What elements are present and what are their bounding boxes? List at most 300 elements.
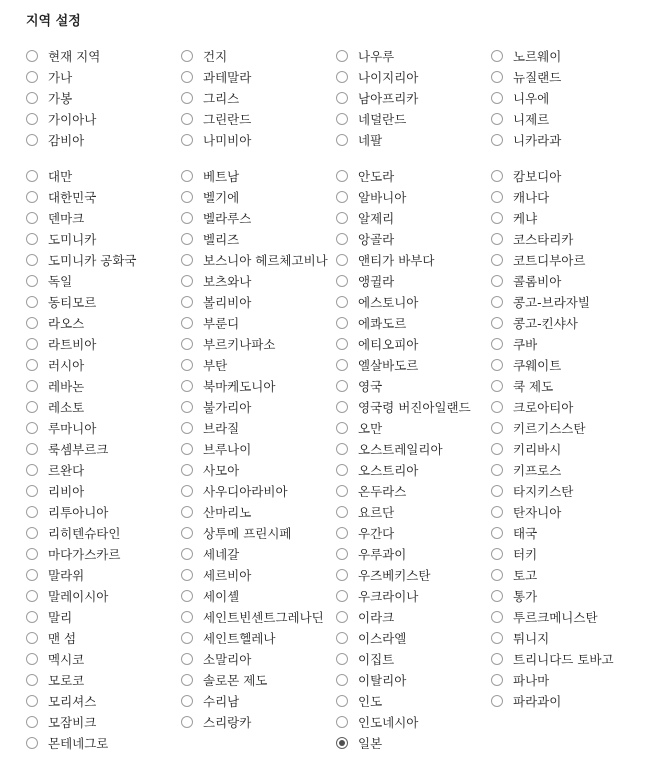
region-option[interactable]	[491, 70, 641, 86]
region-option[interactable]	[181, 337, 331, 353]
region-option-label: 토고	[513, 568, 538, 583]
region-option[interactable]	[336, 274, 486, 290]
region-option-label: 그린란드	[203, 112, 252, 127]
radio-button[interactable]	[181, 113, 193, 125]
radio-button[interactable]	[491, 92, 503, 104]
region-option[interactable]	[181, 91, 331, 107]
radio-button[interactable]	[336, 590, 348, 602]
radio-button[interactable]	[336, 737, 348, 749]
region-option-label: 말리	[48, 610, 73, 625]
radio-button[interactable]	[181, 254, 193, 266]
region-option[interactable]	[336, 316, 486, 332]
radio-button[interactable]	[26, 212, 38, 224]
region-option[interactable]	[336, 190, 486, 206]
radio-button[interactable]	[181, 485, 193, 497]
region-option[interactable]	[181, 463, 331, 479]
region-option[interactable]	[181, 169, 331, 185]
radio-button[interactable]	[491, 134, 503, 146]
radio-button[interactable]	[26, 485, 38, 497]
radio-button[interactable]	[491, 113, 503, 125]
region-option[interactable]	[336, 568, 486, 584]
radio-button[interactable]	[491, 275, 503, 287]
region-option[interactable]	[336, 484, 486, 500]
radio-button[interactable]	[181, 611, 193, 623]
region-option[interactable]	[336, 736, 486, 752]
region-option[interactable]	[491, 652, 641, 668]
region-option[interactable]	[26, 133, 176, 149]
region-option-label: 쿡 제도	[513, 379, 554, 394]
region-option[interactable]	[26, 589, 176, 605]
radio-button[interactable]	[181, 359, 193, 371]
region-option[interactable]	[181, 133, 331, 149]
region-option[interactable]	[336, 379, 486, 395]
radio-button[interactable]	[181, 71, 193, 83]
region-option-label: 우간다	[358, 526, 395, 541]
radio-button[interactable]	[26, 611, 38, 623]
region-option-label: 모잠비크	[48, 715, 97, 730]
region-option-label: 산마리노	[203, 505, 252, 520]
radio-button[interactable]	[336, 170, 348, 182]
region-option-label: 우즈베키스탄	[358, 568, 431, 583]
radio-button[interactable]	[181, 92, 193, 104]
region-option[interactable]	[26, 673, 176, 689]
radio-button[interactable]	[491, 401, 503, 413]
radio-button[interactable]	[491, 653, 503, 665]
radio-button[interactable]	[336, 191, 348, 203]
region-option[interactable]	[26, 112, 176, 128]
region-option-label: 부르키나파소	[203, 337, 276, 352]
region-option[interactable]	[181, 421, 331, 437]
radio-button[interactable]	[181, 695, 193, 707]
radio-button[interactable]	[336, 485, 348, 497]
radio-button[interactable]	[491, 212, 503, 224]
region-option[interactable]	[336, 631, 486, 647]
region-option[interactable]	[336, 358, 486, 374]
region-option[interactable]	[491, 610, 641, 626]
radio-button[interactable]	[336, 632, 348, 644]
radio-button[interactable]	[181, 296, 193, 308]
region-option[interactable]	[26, 211, 176, 227]
radio-button[interactable]	[26, 50, 38, 62]
region-option-label: 세네갈	[203, 547, 240, 562]
radio-button[interactable]	[491, 380, 503, 392]
region-option[interactable]	[181, 295, 331, 311]
region-option[interactable]	[491, 526, 641, 542]
radio-button[interactable]	[181, 527, 193, 539]
region-option-label: 니우에	[513, 91, 550, 106]
radio-button[interactable]	[491, 233, 503, 245]
radio-button[interactable]	[491, 191, 503, 203]
region-option-label: 사우디아라비아	[203, 484, 288, 499]
radio-button[interactable]	[181, 422, 193, 434]
region-option[interactable]	[491, 421, 641, 437]
region-option[interactable]	[26, 463, 176, 479]
region-option[interactable]	[26, 379, 176, 395]
radio-button[interactable]	[26, 401, 38, 413]
radio-button[interactable]	[26, 338, 38, 350]
region-option-label: 에티오피아	[358, 337, 419, 352]
radio-button[interactable]	[26, 191, 38, 203]
region-option[interactable]	[336, 253, 486, 269]
radio-button[interactable]	[26, 548, 38, 560]
region-option[interactable]	[181, 568, 331, 584]
region-option[interactable]	[26, 484, 176, 500]
radio-button[interactable]	[336, 716, 348, 728]
radio-button[interactable]	[336, 506, 348, 518]
radio-button[interactable]	[181, 191, 193, 203]
radio-button[interactable]	[491, 296, 503, 308]
region-option[interactable]	[336, 211, 486, 227]
radio-button[interactable]	[491, 695, 503, 707]
region-option[interactable]	[181, 112, 331, 128]
region-option[interactable]	[181, 526, 331, 542]
radio-button[interactable]	[26, 737, 38, 749]
region-option[interactable]	[26, 316, 176, 332]
region-option[interactable]	[181, 379, 331, 395]
radio-button[interactable]	[181, 50, 193, 62]
radio-button[interactable]	[336, 254, 348, 266]
region-option[interactable]	[336, 232, 486, 248]
region-option-label: 스리랑카	[203, 715, 252, 730]
radio-button[interactable]	[491, 527, 503, 539]
radio-button[interactable]	[26, 170, 38, 182]
region-option-label: 건지	[203, 49, 228, 64]
radio-button[interactable]	[336, 317, 348, 329]
region-option[interactable]	[181, 610, 331, 626]
region-option-label: 리투아니아	[48, 505, 109, 520]
region-option[interactable]	[26, 49, 176, 65]
region-option[interactable]	[181, 484, 331, 500]
radio-button[interactable]	[336, 653, 348, 665]
radio-button[interactable]	[181, 632, 193, 644]
region-option[interactable]	[26, 694, 176, 710]
radio-button[interactable]	[491, 632, 503, 644]
radio-button[interactable]	[336, 233, 348, 245]
region-option[interactable]	[491, 91, 641, 107]
region-option[interactable]	[26, 232, 176, 248]
radio-button[interactable]	[26, 464, 38, 476]
region-option[interactable]	[181, 211, 331, 227]
region-option[interactable]	[181, 358, 331, 374]
region-option[interactable]	[336, 505, 486, 521]
region-option[interactable]	[26, 610, 176, 626]
region-option[interactable]	[26, 526, 176, 542]
region-option[interactable]	[26, 400, 176, 416]
radio-button[interactable]	[336, 359, 348, 371]
region-option[interactable]	[181, 190, 331, 206]
radio-button[interactable]	[336, 275, 348, 287]
radio-button[interactable]	[336, 71, 348, 83]
region-option[interactable]	[491, 295, 641, 311]
region-option[interactable]	[181, 589, 331, 605]
region-option[interactable]	[491, 400, 641, 416]
radio-button[interactable]	[491, 50, 503, 62]
radio-button[interactable]	[26, 317, 38, 329]
region-option[interactable]	[26, 505, 176, 521]
region-option-label: 동티모르	[48, 295, 97, 310]
radio-button[interactable]	[26, 569, 38, 581]
region-option[interactable]	[181, 505, 331, 521]
radio-button[interactable]	[491, 170, 503, 182]
radio-button[interactable]	[181, 653, 193, 665]
region-option-label: 솔로몬 제도	[203, 673, 268, 688]
region-option[interactable]	[491, 337, 641, 353]
radio-button[interactable]	[181, 338, 193, 350]
region-option[interactable]	[336, 112, 486, 128]
radio-button[interactable]	[336, 548, 348, 560]
radio-button[interactable]	[26, 71, 38, 83]
region-option[interactable]	[26, 421, 176, 437]
region-option[interactable]	[26, 190, 176, 206]
radio-button[interactable]	[336, 401, 348, 413]
region-option[interactable]	[491, 442, 641, 458]
region-option-label: 도미니카	[48, 232, 97, 247]
region-option[interactable]	[336, 442, 486, 458]
radio-button[interactable]	[181, 548, 193, 560]
radio-button[interactable]	[491, 422, 503, 434]
region-option[interactable]	[491, 169, 641, 185]
radio-button[interactable]	[491, 611, 503, 623]
region-option[interactable]	[181, 316, 331, 332]
region-option[interactable]	[491, 190, 641, 206]
region-option[interactable]	[491, 253, 641, 269]
radio-button[interactable]	[26, 590, 38, 602]
region-option[interactable]	[181, 70, 331, 86]
region-option-label: 브라질	[203, 421, 240, 436]
radio-button[interactable]	[491, 464, 503, 476]
radio-button[interactable]	[336, 338, 348, 350]
region-option[interactable]	[336, 295, 486, 311]
region-option[interactable]	[491, 505, 641, 521]
region-option-label: 감비아	[48, 133, 85, 148]
region-option-label: 트리니다드 토바고	[513, 652, 614, 667]
radio-button[interactable]	[336, 92, 348, 104]
region-option[interactable]	[336, 169, 486, 185]
region-option-label: 튀니지	[513, 631, 550, 646]
radio-button[interactable]	[181, 443, 193, 455]
region-option[interactable]	[491, 112, 641, 128]
region-option[interactable]	[491, 274, 641, 290]
region-option[interactable]	[336, 133, 486, 149]
region-option[interactable]	[26, 169, 176, 185]
radio-button[interactable]	[181, 401, 193, 413]
region-option-label: 니카라과	[513, 133, 562, 148]
radio-button[interactable]	[181, 170, 193, 182]
region-option-label: 도미니카 공화국	[48, 253, 137, 268]
radio-button[interactable]	[336, 134, 348, 146]
radio-button[interactable]	[181, 569, 193, 581]
region-option[interactable]	[26, 442, 176, 458]
region-option[interactable]	[491, 547, 641, 563]
region-option[interactable]	[336, 463, 486, 479]
region-option[interactable]	[181, 715, 331, 731]
radio-button[interactable]	[181, 674, 193, 686]
radio-button[interactable]	[181, 464, 193, 476]
radio-button[interactable]	[26, 716, 38, 728]
region-option[interactable]	[26, 568, 176, 584]
region-option-label: 태국	[513, 526, 538, 541]
region-option[interactable]	[336, 49, 486, 65]
region-option[interactable]	[491, 379, 641, 395]
region-option[interactable]	[336, 673, 486, 689]
region-option[interactable]	[336, 421, 486, 437]
region-option[interactable]	[491, 133, 641, 149]
region-option[interactable]	[26, 631, 176, 647]
radio-button[interactable]	[336, 380, 348, 392]
region-option[interactable]	[26, 715, 176, 731]
region-option[interactable]	[491, 463, 641, 479]
radio-button[interactable]	[336, 674, 348, 686]
region-option[interactable]	[336, 400, 486, 416]
region-option[interactable]	[181, 442, 331, 458]
radio-button[interactable]	[336, 569, 348, 581]
region-option[interactable]	[491, 316, 641, 332]
region-option[interactable]	[181, 253, 331, 269]
radio-button[interactable]	[336, 527, 348, 539]
radio-button[interactable]	[26, 296, 38, 308]
region-option[interactable]	[26, 337, 176, 353]
region-option[interactable]	[336, 337, 486, 353]
radio-button[interactable]	[336, 464, 348, 476]
region-option[interactable]	[491, 232, 641, 248]
radio-button[interactable]	[181, 233, 193, 245]
region-option[interactable]	[491, 49, 641, 65]
region-option[interactable]	[491, 673, 641, 689]
region-option[interactable]	[26, 91, 176, 107]
region-option[interactable]	[336, 694, 486, 710]
region-option[interactable]	[336, 715, 486, 731]
radio-button[interactable]	[181, 275, 193, 287]
region-option[interactable]	[491, 631, 641, 647]
region-option[interactable]	[491, 358, 641, 374]
radio-button[interactable]	[26, 254, 38, 266]
region-option[interactable]	[181, 547, 331, 563]
region-option[interactable]	[26, 652, 176, 668]
radio-button[interactable]	[491, 569, 503, 581]
radio-button[interactable]	[181, 212, 193, 224]
radio-button[interactable]	[26, 506, 38, 518]
radio-button[interactable]	[26, 674, 38, 686]
region-option-label: 키리바시	[513, 442, 562, 457]
region-option[interactable]	[491, 589, 641, 605]
radio-button[interactable]	[491, 338, 503, 350]
radio-button[interactable]	[336, 695, 348, 707]
region-option-label: 대만	[48, 169, 73, 184]
radio-button[interactable]	[491, 317, 503, 329]
region-option[interactable]	[26, 253, 176, 269]
radio-button[interactable]	[181, 506, 193, 518]
region-option[interactable]	[181, 400, 331, 416]
region-option-label: 리비아	[48, 484, 85, 499]
radio-button[interactable]	[336, 50, 348, 62]
region-option[interactable]	[26, 274, 176, 290]
region-option-label: 파나마	[513, 673, 550, 688]
region-option[interactable]	[181, 232, 331, 248]
radio-button[interactable]	[336, 443, 348, 455]
region-option[interactable]	[336, 589, 486, 605]
radio-button[interactable]	[336, 212, 348, 224]
radio-button[interactable]	[491, 71, 503, 83]
region-option-label: 보스니아 헤르체고비나	[203, 253, 328, 268]
radio-button[interactable]	[491, 548, 503, 560]
region-option[interactable]	[181, 652, 331, 668]
radio-button[interactable]	[26, 653, 38, 665]
region-option-label: 이집트	[358, 652, 395, 667]
radio-button[interactable]	[181, 590, 193, 602]
region-option-label: 벨라루스	[203, 211, 252, 226]
radio-button[interactable]	[491, 506, 503, 518]
radio-button[interactable]	[26, 275, 38, 287]
radio-button[interactable]	[26, 443, 38, 455]
radio-button[interactable]	[181, 380, 193, 392]
region-option[interactable]	[181, 631, 331, 647]
radio-button[interactable]	[26, 134, 38, 146]
radio-button[interactable]	[26, 359, 38, 371]
radio-button[interactable]	[26, 632, 38, 644]
radio-button[interactable]	[26, 233, 38, 245]
region-option-label: 파라과이	[513, 694, 562, 709]
region-option[interactable]	[336, 526, 486, 542]
radio-button[interactable]	[491, 485, 503, 497]
region-option[interactable]	[26, 70, 176, 86]
region-option[interactable]	[26, 736, 176, 752]
region-option[interactable]	[181, 673, 331, 689]
region-option[interactable]	[491, 568, 641, 584]
radio-button[interactable]	[26, 527, 38, 539]
radio-button[interactable]	[26, 113, 38, 125]
region-option[interactable]	[181, 49, 331, 65]
radio-button[interactable]	[26, 380, 38, 392]
radio-button[interactable]	[336, 113, 348, 125]
radio-button[interactable]	[336, 296, 348, 308]
radio-button[interactable]	[336, 611, 348, 623]
region-option[interactable]	[336, 610, 486, 626]
region-option[interactable]	[491, 484, 641, 500]
region-option-label: 탄자니아	[513, 505, 562, 520]
region-option-label: 오만	[358, 421, 383, 436]
region-option[interactable]	[26, 547, 176, 563]
region-option[interactable]	[491, 694, 641, 710]
region-option[interactable]	[181, 694, 331, 710]
region-option-label: 인도	[358, 694, 383, 709]
region-option[interactable]	[26, 358, 176, 374]
region-option[interactable]	[336, 652, 486, 668]
region-option[interactable]	[26, 295, 176, 311]
radio-button[interactable]	[491, 443, 503, 455]
radio-button[interactable]	[26, 695, 38, 707]
radio-button[interactable]	[181, 716, 193, 728]
radio-button[interactable]	[181, 317, 193, 329]
radio-button[interactable]	[491, 674, 503, 686]
region-option-label: 이스라엘	[358, 631, 407, 646]
region-option-label: 오스트리아	[358, 463, 419, 478]
region-option[interactable]	[181, 274, 331, 290]
region-option[interactable]	[336, 70, 486, 86]
radio-button[interactable]	[336, 422, 348, 434]
radio-button[interactable]	[26, 92, 38, 104]
region-option[interactable]	[491, 211, 641, 227]
region-option[interactable]	[336, 547, 486, 563]
radio-button[interactable]	[491, 254, 503, 266]
radio-button[interactable]	[491, 359, 503, 371]
region-option[interactable]	[336, 91, 486, 107]
region-option-label: 케냐	[513, 211, 538, 226]
region-option-label: 앵귈라	[358, 274, 395, 289]
radio-button[interactable]	[181, 134, 193, 146]
radio-button[interactable]	[26, 422, 38, 434]
radio-button[interactable]	[491, 590, 503, 602]
region-option-label: 사모아	[203, 463, 240, 478]
